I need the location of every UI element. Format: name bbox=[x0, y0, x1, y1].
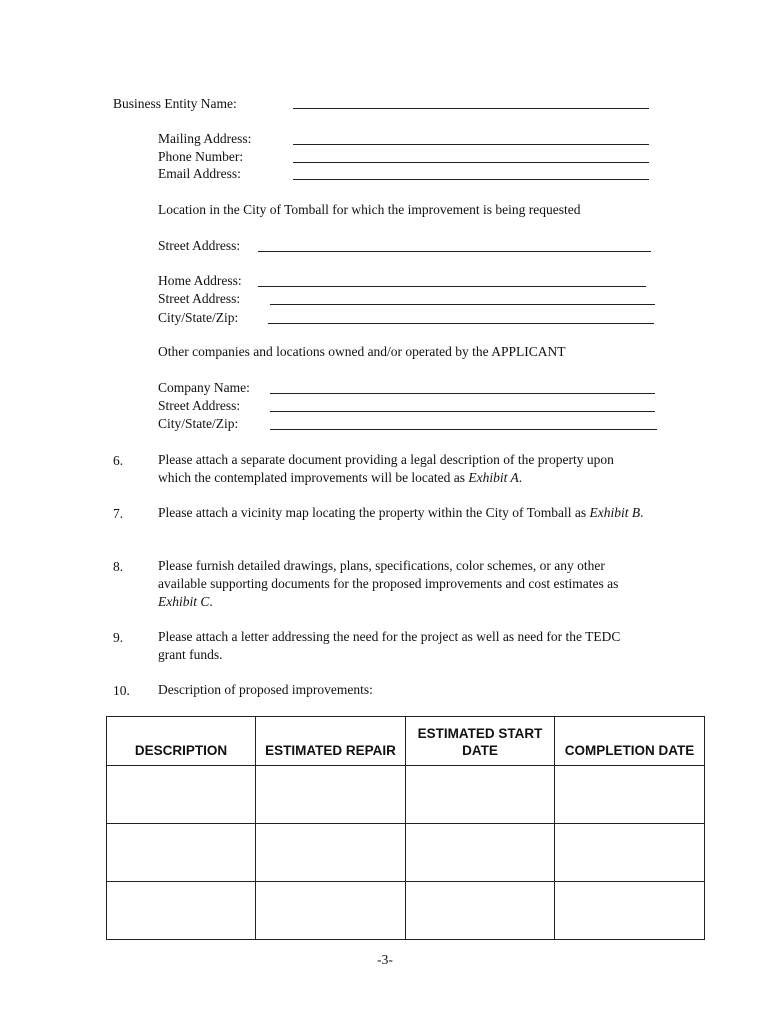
table-cell[interactable] bbox=[256, 824, 406, 882]
table-row bbox=[107, 766, 705, 824]
location-street-address-label: Street Address: bbox=[158, 238, 241, 253]
home-street-address-field[interactable] bbox=[270, 304, 655, 305]
email-address-label: Email Address: bbox=[158, 166, 241, 181]
table-cell[interactable] bbox=[555, 882, 705, 940]
item-number: 10. bbox=[113, 683, 130, 698]
table-cell[interactable] bbox=[107, 766, 256, 824]
item-text: Please attach a separate document providing a legal description of the property upon which the contemplated improvements will be located as Exhibit A. bbox=[158, 452, 614, 485]
table-cell[interactable] bbox=[406, 882, 555, 940]
email-address-field[interactable] bbox=[293, 179, 649, 180]
location-street-address-field[interactable] bbox=[258, 251, 651, 252]
table-cell[interactable] bbox=[256, 766, 406, 824]
item-number: 7. bbox=[113, 506, 124, 521]
item-number: 6. bbox=[113, 453, 124, 468]
location-prompt: Location in the City of Tomball for which the improvement is being requested bbox=[158, 202, 581, 217]
other-companies-prompt: Other companies and locations owned and/or operated by the APPLICANT bbox=[158, 344, 566, 359]
table-row bbox=[107, 824, 705, 882]
item-number: 9. bbox=[113, 630, 124, 645]
home-address-label: Home Address: bbox=[158, 273, 242, 288]
table-header-row bbox=[107, 717, 705, 766]
header-estimated-start-date: ESTIMATED START DATE bbox=[406, 717, 555, 766]
item-text: Please furnish detailed drawings, plans, specifications, color schemes, or any other available supporting documents for the proposed improvements and cost estimates as Exhibit C. bbox=[158, 558, 619, 609]
company-name-label: Company Name: bbox=[158, 380, 250, 395]
company-city-state-zip-label: City/State/Zip: bbox=[158, 416, 239, 431]
phone-number-field[interactable] bbox=[293, 162, 649, 163]
company-street-address-label: Street Address: bbox=[158, 398, 241, 413]
header-completion-date: COMPLETION DATE bbox=[555, 717, 705, 766]
page-number: -3- bbox=[377, 952, 393, 967]
table-cell[interactable] bbox=[406, 766, 555, 824]
table-cell[interactable] bbox=[406, 824, 555, 882]
header-estimated-repair: ESTIMATED REPAIR bbox=[256, 717, 406, 766]
header-description: DESCRIPTION bbox=[107, 717, 256, 766]
company-city-state-zip-field[interactable] bbox=[270, 429, 657, 430]
mailing-address-label: Mailing Address: bbox=[158, 131, 252, 146]
item-text: Please attach a vicinity map locating the property within the City of Tomball as Exhibit B. bbox=[158, 505, 644, 520]
item-text: Description of proposed improvements: bbox=[158, 682, 373, 697]
table-cell[interactable] bbox=[555, 824, 705, 882]
table-cell[interactable] bbox=[107, 882, 256, 940]
business-entity-name-label: Business Entity Name: bbox=[113, 96, 237, 111]
table-row bbox=[107, 882, 705, 940]
improvements-table bbox=[106, 716, 705, 940]
mailing-address-field[interactable] bbox=[293, 144, 649, 145]
item-text: Please attach a letter addressing the need for the project as well as need for the TEDC grant funds. bbox=[158, 629, 621, 662]
home-address-field[interactable] bbox=[258, 286, 646, 287]
home-street-address-label: Street Address: bbox=[158, 291, 241, 306]
table-cell[interactable] bbox=[107, 824, 256, 882]
table-cell[interactable] bbox=[555, 766, 705, 824]
home-city-state-zip-field[interactable] bbox=[268, 323, 654, 324]
phone-number-label: Phone Number: bbox=[158, 149, 244, 164]
item-number: 8. bbox=[113, 559, 124, 574]
business-entity-name-field[interactable] bbox=[293, 108, 649, 109]
company-street-address-field[interactable] bbox=[270, 411, 655, 412]
home-city-state-zip-label: City/State/Zip: bbox=[158, 310, 239, 325]
company-name-field[interactable] bbox=[270, 393, 655, 394]
table-cell[interactable] bbox=[256, 882, 406, 940]
